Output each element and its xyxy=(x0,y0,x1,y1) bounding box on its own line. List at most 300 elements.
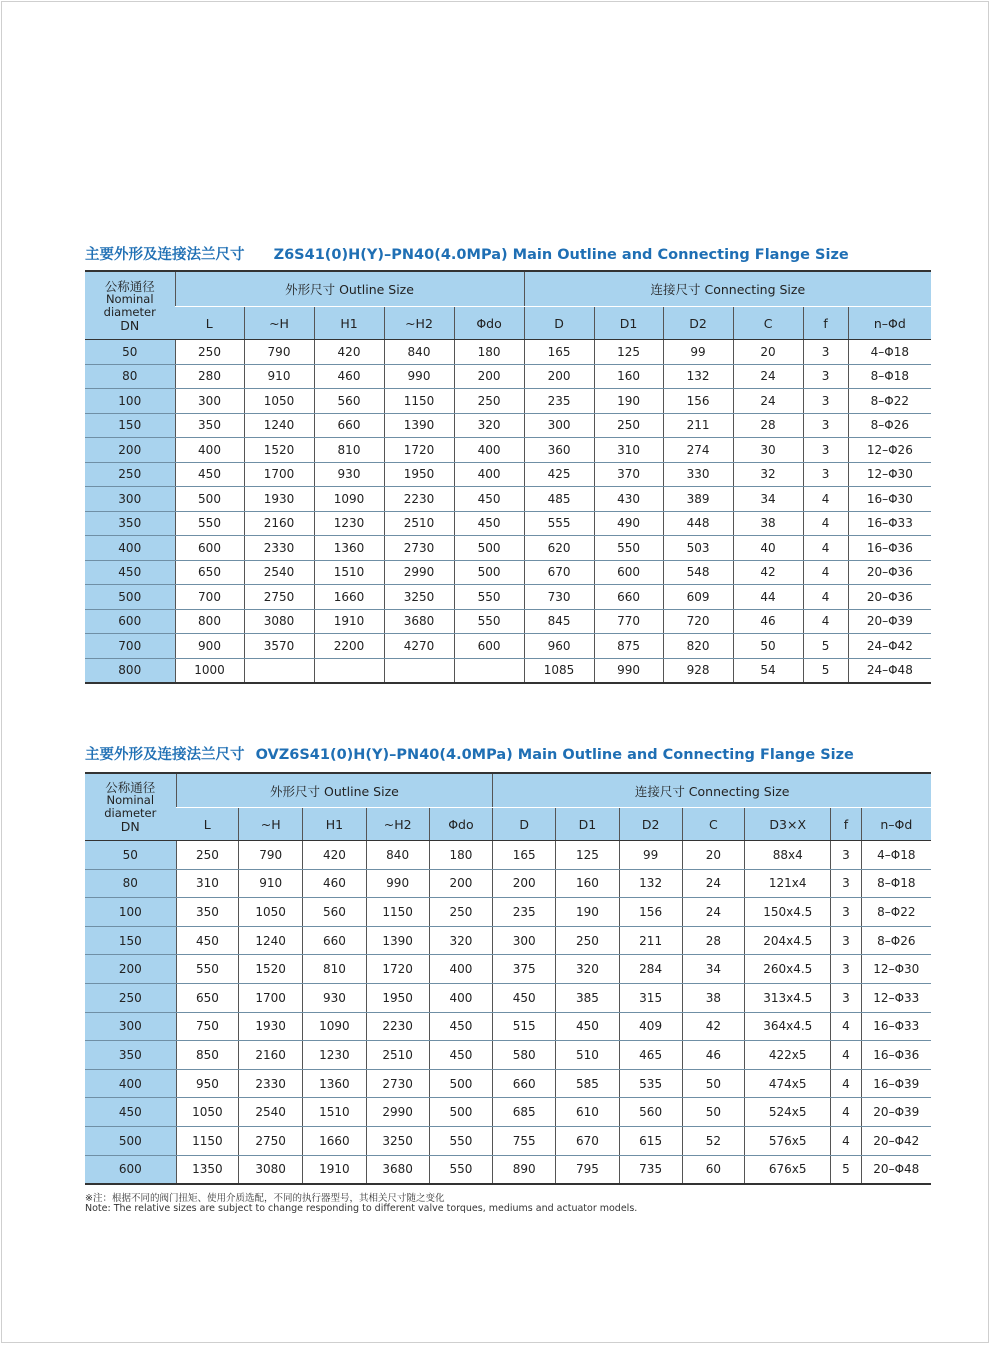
table-cell: 1230 xyxy=(314,511,384,536)
column-header: H1 xyxy=(314,307,384,340)
table-cell: 450 xyxy=(175,462,244,487)
column-header: ~H xyxy=(244,307,314,340)
table-cell: 99 xyxy=(619,841,682,870)
table-cell: 550 xyxy=(454,609,524,634)
table-cell: 20 xyxy=(733,340,803,365)
dn-cell: 100 xyxy=(85,389,175,414)
column-header: D xyxy=(493,808,556,841)
table2-title-en: OVZ6S41(0)H(Y)–PN40(4.0MPa) Main Outline and Connecting Flange Size xyxy=(255,747,854,763)
table-cell: 3 xyxy=(803,389,848,414)
table-cell: 300 xyxy=(493,926,556,955)
table-row xyxy=(85,1155,931,1184)
table-cell: 3080 xyxy=(239,1155,303,1184)
table-cell: 38 xyxy=(733,511,803,536)
table-cell: 235 xyxy=(524,389,594,414)
table-row xyxy=(85,1126,931,1155)
table-cell: 16–Φ39 xyxy=(861,1069,931,1098)
table-cell: 24 xyxy=(733,364,803,389)
table-cell: 364x4.5 xyxy=(745,1012,831,1041)
table-cell: 8–Φ18 xyxy=(861,869,931,898)
table-cell: 30 xyxy=(733,438,803,463)
table-cell: 260x4.5 xyxy=(745,955,831,984)
table-cell: 20–Φ36 xyxy=(848,585,931,610)
table2 xyxy=(85,772,931,1185)
table-row xyxy=(85,462,931,487)
table-cell: 4 xyxy=(831,1069,861,1098)
table-cell: 485 xyxy=(524,487,594,512)
column-header: Φdo xyxy=(429,808,493,841)
table-cell: 44 xyxy=(733,585,803,610)
table-cell: 600 xyxy=(454,634,524,659)
table-cell: 4 xyxy=(803,536,848,561)
table-cell: 990 xyxy=(366,869,429,898)
table-cell: 1240 xyxy=(244,413,314,438)
table-cell: 3 xyxy=(831,983,861,1012)
dn-cell: 350 xyxy=(85,1041,176,1070)
table-cell: 790 xyxy=(244,340,314,365)
column-header: n–Φd xyxy=(861,808,931,841)
table-cell: 4 xyxy=(831,1012,861,1041)
table-cell: 8–Φ26 xyxy=(848,413,931,438)
table-cell: 500 xyxy=(429,1098,493,1127)
table-cell: 420 xyxy=(314,340,384,365)
table-cell: 28 xyxy=(682,926,745,955)
table-row xyxy=(85,1098,931,1127)
table-cell: 420 xyxy=(303,841,367,870)
table-cell: 450 xyxy=(429,1012,493,1041)
table-cell: 450 xyxy=(454,511,524,536)
table-cell: 50 xyxy=(682,1098,745,1127)
table-cell: 1510 xyxy=(303,1098,367,1127)
table-cell: 3570 xyxy=(244,634,314,659)
table-cell: 250 xyxy=(176,841,239,870)
table-cell: 409 xyxy=(619,1012,682,1041)
table-cell: 1930 xyxy=(239,1012,303,1041)
table-cell: 500 xyxy=(429,1069,493,1098)
table-cell: 200 xyxy=(454,364,524,389)
dn-header-en-3: DN xyxy=(120,819,140,834)
table-cell: 310 xyxy=(176,869,239,898)
column-header: H1 xyxy=(303,808,367,841)
table-cell: 875 xyxy=(594,634,663,659)
dn-header-en-1: Nominal xyxy=(105,291,154,306)
table-cell: 165 xyxy=(524,340,594,365)
table-row xyxy=(85,511,931,536)
table2-title xyxy=(85,743,854,764)
table1-title xyxy=(85,243,849,264)
table-cell: 40 xyxy=(733,536,803,561)
table-cell: 550 xyxy=(594,536,663,561)
table-cell: 550 xyxy=(429,1155,493,1184)
table-cell: 550 xyxy=(454,585,524,610)
table-cell: 450 xyxy=(429,1041,493,1070)
table-cell: 1950 xyxy=(366,983,429,1012)
table-cell: 3080 xyxy=(244,609,314,634)
table-cell: 2330 xyxy=(244,536,314,561)
table-row xyxy=(85,955,931,984)
table-row xyxy=(85,1012,931,1041)
table-cell: 3 xyxy=(803,364,848,389)
table-cell: 160 xyxy=(556,869,620,898)
table-cell: 770 xyxy=(594,609,663,634)
table-cell: 16–Φ36 xyxy=(861,1041,931,1070)
table-cell: 820 xyxy=(663,634,733,659)
table-cell: 20–Φ39 xyxy=(848,609,931,634)
table-row xyxy=(85,413,931,438)
table-cell: 34 xyxy=(733,487,803,512)
dn-header xyxy=(85,271,175,340)
table-cell: 890 xyxy=(493,1155,556,1184)
table-cell: 4 xyxy=(803,585,848,610)
dn-cell: 250 xyxy=(85,462,175,487)
column-header: n–Φd xyxy=(848,307,931,340)
table-cell: 28 xyxy=(733,413,803,438)
dn-cell: 400 xyxy=(85,1069,176,1098)
table-cell: 450 xyxy=(454,487,524,512)
table-cell: 250 xyxy=(175,340,244,365)
table-cell: 12–Φ33 xyxy=(861,983,931,1012)
table-cell: 20 xyxy=(682,841,745,870)
table-cell: 660 xyxy=(493,1069,556,1098)
table1-title-en: Z6S41(0)H(Y)–PN40(4.0MPa) Main Outline and Connecting Flange Size xyxy=(273,247,849,263)
table1 xyxy=(85,270,931,684)
table-row xyxy=(85,609,931,634)
table-cell: 1150 xyxy=(366,898,429,927)
table-cell: 211 xyxy=(663,413,733,438)
dn-cell: 80 xyxy=(85,364,175,389)
table-cell: 1720 xyxy=(384,438,454,463)
dn-cell: 150 xyxy=(85,926,176,955)
table-cell: 755 xyxy=(493,1126,556,1155)
table-cell: 400 xyxy=(454,438,524,463)
table-cell xyxy=(244,658,314,683)
table-cell: 46 xyxy=(733,609,803,634)
table-cell: 235 xyxy=(493,898,556,927)
table-cell: 1930 xyxy=(244,487,314,512)
table-cell: 910 xyxy=(244,364,314,389)
table-cell: 180 xyxy=(454,340,524,365)
table-cell: 730 xyxy=(524,585,594,610)
table-cell: 160 xyxy=(594,364,663,389)
table-cell: 620 xyxy=(524,536,594,561)
table-cell: 735 xyxy=(619,1155,682,1184)
dn-cell: 450 xyxy=(85,1098,176,1127)
table-cell: 670 xyxy=(556,1126,620,1155)
table-cell: 960 xyxy=(524,634,594,659)
table-cell: 1910 xyxy=(314,609,384,634)
table-cell: 8–Φ18 xyxy=(848,364,931,389)
table-cell: 2990 xyxy=(384,560,454,585)
table-cell: 2730 xyxy=(366,1069,429,1098)
table-cell: 4270 xyxy=(384,634,454,659)
table-cell: 1950 xyxy=(384,462,454,487)
column-header: f xyxy=(803,307,848,340)
table-cell: 1700 xyxy=(239,983,303,1012)
table-cell: 490 xyxy=(594,511,663,536)
table-cell: 1390 xyxy=(384,413,454,438)
table-cell: 550 xyxy=(175,511,244,536)
table-cell: 1050 xyxy=(176,1098,239,1127)
table-cell: 4 xyxy=(803,511,848,536)
connecting-size-header: 连接尺寸 Connecting Size xyxy=(493,773,931,808)
table-cell: 250 xyxy=(556,926,620,955)
table-cell: 1230 xyxy=(303,1041,367,1070)
table-cell: 660 xyxy=(594,585,663,610)
column-header: D1 xyxy=(594,307,663,340)
table-cell: 4–Φ18 xyxy=(848,340,931,365)
dn-cell: 50 xyxy=(85,340,175,365)
table-cell: 200 xyxy=(493,869,556,898)
table-cell: 250 xyxy=(429,898,493,927)
table-cell: 274 xyxy=(663,438,733,463)
table-cell: 3 xyxy=(831,841,861,870)
table-row xyxy=(85,340,931,365)
table-cell: 200 xyxy=(429,869,493,898)
table-cell: 50 xyxy=(733,634,803,659)
table-cell: 1150 xyxy=(384,389,454,414)
table-cell: 810 xyxy=(314,438,384,463)
table-cell: 1090 xyxy=(303,1012,367,1041)
table-cell: 615 xyxy=(619,1126,682,1155)
table-cell: 284 xyxy=(619,955,682,984)
table-cell: 660 xyxy=(314,413,384,438)
table-cell: 910 xyxy=(239,869,303,898)
table-cell: 474x5 xyxy=(745,1069,831,1098)
table-cell: 156 xyxy=(663,389,733,414)
table-cell: 121x4 xyxy=(745,869,831,898)
table-cell: 156 xyxy=(619,898,682,927)
note-zh: ※注：根据不同的阀门扭矩、使用介质选配，不同的执行器型号，其相关尺寸随之变化 xyxy=(85,1193,445,1204)
dn-cell: 50 xyxy=(85,841,176,870)
table-cell: 24–Φ42 xyxy=(848,634,931,659)
dn-cell: 400 xyxy=(85,536,175,561)
dn-header-en-3: DN xyxy=(120,317,140,333)
table-cell: 790 xyxy=(239,841,303,870)
table-cell: 1350 xyxy=(176,1155,239,1184)
table-cell: 1000 xyxy=(175,658,244,683)
table-cell: 524x5 xyxy=(745,1098,831,1127)
dn-cell: 600 xyxy=(85,1155,176,1184)
column-header: D2 xyxy=(619,808,682,841)
table-cell: 320 xyxy=(429,926,493,955)
dn-cell: 200 xyxy=(85,438,175,463)
table-cell: 99 xyxy=(663,340,733,365)
column-header: L xyxy=(175,307,244,340)
table-cell: 5 xyxy=(803,634,848,659)
table-cell: 840 xyxy=(366,841,429,870)
table-cell: 150x4.5 xyxy=(745,898,831,927)
table-row xyxy=(85,1069,931,1098)
table-cell: 4 xyxy=(803,487,848,512)
table-cell: 400 xyxy=(429,955,493,984)
table-cell: 24 xyxy=(682,869,745,898)
table-cell: 3 xyxy=(831,898,861,927)
column-header: D2 xyxy=(663,307,733,340)
table-cell xyxy=(384,658,454,683)
table-cell: 46 xyxy=(682,1041,745,1070)
table-cell: 840 xyxy=(384,340,454,365)
table-cell: 930 xyxy=(314,462,384,487)
table-cell: 385 xyxy=(556,983,620,1012)
table-cell: 2750 xyxy=(244,585,314,610)
table-cell: 990 xyxy=(594,658,663,683)
table-cell: 4 xyxy=(831,1041,861,1070)
dn-cell: 80 xyxy=(85,869,176,898)
table-cell: 320 xyxy=(556,955,620,984)
note-en: Note: The relative sizes are subject to change responding to different valve torques, mediums and actuator models. xyxy=(85,1203,638,1214)
table-cell: 3 xyxy=(831,955,861,984)
table-cell: 650 xyxy=(175,560,244,585)
table-cell: 4 xyxy=(831,1126,861,1155)
dn-cell: 350 xyxy=(85,511,175,536)
table-cell: 660 xyxy=(303,926,367,955)
table-cell: 580 xyxy=(493,1041,556,1070)
table-cell: 550 xyxy=(176,955,239,984)
table-cell: 465 xyxy=(619,1041,682,1070)
table-cell: 850 xyxy=(176,1041,239,1070)
table1-title-zh: 主要外形及连接法兰尺寸 xyxy=(85,247,245,263)
table-cell: 12–Φ30 xyxy=(861,955,931,984)
table-cell: 1050 xyxy=(239,898,303,927)
table-cell: 3 xyxy=(803,438,848,463)
table-cell: 720 xyxy=(663,609,733,634)
table-cell: 20–Φ42 xyxy=(861,1126,931,1155)
table-cell: 3250 xyxy=(384,585,454,610)
table-row xyxy=(85,585,931,610)
table-cell: 132 xyxy=(619,869,682,898)
table-cell: 460 xyxy=(303,869,367,898)
dn-cell: 250 xyxy=(85,983,176,1012)
column-header: ~H2 xyxy=(384,307,454,340)
table-cell: 2160 xyxy=(244,511,314,536)
table-cell: 500 xyxy=(454,536,524,561)
table-cell: 500 xyxy=(175,487,244,512)
table-cell: 3 xyxy=(831,926,861,955)
table-cell: 8–Φ26 xyxy=(861,926,931,955)
table-cell: 125 xyxy=(556,841,620,870)
table-cell: 685 xyxy=(493,1098,556,1127)
table-cell: 5 xyxy=(831,1155,861,1184)
table-cell: 12–Φ30 xyxy=(848,462,931,487)
table-cell: 250 xyxy=(594,413,663,438)
table-cell: 38 xyxy=(682,983,745,1012)
table-cell: 2750 xyxy=(239,1126,303,1155)
table-cell: 560 xyxy=(619,1098,682,1127)
table-cell: 4–Φ18 xyxy=(861,841,931,870)
table-cell: 300 xyxy=(524,413,594,438)
table-cell: 450 xyxy=(556,1012,620,1041)
table-cell: 330 xyxy=(663,462,733,487)
table-cell: 1700 xyxy=(244,462,314,487)
table-cell: 190 xyxy=(556,898,620,927)
table-cell: 1090 xyxy=(314,487,384,512)
connecting-size-header: 连接尺寸 Connecting Size xyxy=(524,271,931,307)
table-row xyxy=(85,364,931,389)
table-row xyxy=(85,898,931,927)
table-cell: 700 xyxy=(175,585,244,610)
table-cell: 42 xyxy=(682,1012,745,1041)
table-cell: 4 xyxy=(803,560,848,585)
table-cell: 555 xyxy=(524,511,594,536)
table-cell: 20–Φ48 xyxy=(861,1155,931,1184)
table-cell: 1910 xyxy=(303,1155,367,1184)
table-cell: 1660 xyxy=(303,1126,367,1155)
table-cell: 24–Φ48 xyxy=(848,658,931,683)
table-cell: 20–Φ39 xyxy=(861,1098,931,1127)
table-cell: 400 xyxy=(429,983,493,1012)
table-cell: 310 xyxy=(594,438,663,463)
table-cell: 16–Φ33 xyxy=(861,1012,931,1041)
table-cell: 34 xyxy=(682,955,745,984)
table-cell: 2330 xyxy=(239,1069,303,1098)
dn-cell: 700 xyxy=(85,634,175,659)
table-cell: 16–Φ30 xyxy=(848,487,931,512)
table-cell: 810 xyxy=(303,955,367,984)
table-cell: 165 xyxy=(493,841,556,870)
table-cell: 3680 xyxy=(384,609,454,634)
table-cell: 32 xyxy=(733,462,803,487)
column-header: f xyxy=(831,808,861,841)
table-cell: 200 xyxy=(524,364,594,389)
column-header: D3×X xyxy=(745,808,831,841)
column-header: ~H xyxy=(239,808,303,841)
table-cell: 1660 xyxy=(314,585,384,610)
table-row xyxy=(85,634,931,659)
table-cell: 16–Φ36 xyxy=(848,536,931,561)
table-cell: 930 xyxy=(303,983,367,1012)
table-cell: 800 xyxy=(175,609,244,634)
table-cell: 548 xyxy=(663,560,733,585)
table-cell: 3 xyxy=(803,462,848,487)
table-cell: 320 xyxy=(454,413,524,438)
table-cell: 676x5 xyxy=(745,1155,831,1184)
column-header: C xyxy=(682,808,745,841)
table-cell: 1390 xyxy=(366,926,429,955)
table-cell: 24 xyxy=(733,389,803,414)
table-cell: 211 xyxy=(619,926,682,955)
table-cell: 400 xyxy=(454,462,524,487)
table-cell: 204x4.5 xyxy=(745,926,831,955)
table-row xyxy=(85,560,931,585)
dn-cell: 200 xyxy=(85,955,176,984)
table-cell: 1240 xyxy=(239,926,303,955)
table-cell: 795 xyxy=(556,1155,620,1184)
table-cell: 350 xyxy=(175,413,244,438)
table-cell: 2540 xyxy=(244,560,314,585)
outline-size-header: 外形尺寸 Outline Size xyxy=(176,773,493,808)
table-cell: 600 xyxy=(594,560,663,585)
table-cell: 315 xyxy=(619,983,682,1012)
table-cell: 2200 xyxy=(314,634,384,659)
table-cell: 510 xyxy=(556,1041,620,1070)
table-cell: 250 xyxy=(454,389,524,414)
table-cell: 609 xyxy=(663,585,733,610)
table-cell: 450 xyxy=(493,983,556,1012)
table-cell: 600 xyxy=(175,536,244,561)
table-cell: 125 xyxy=(594,340,663,365)
table-cell: 500 xyxy=(454,560,524,585)
table-cell: 132 xyxy=(663,364,733,389)
table-cell: 2510 xyxy=(384,511,454,536)
table-cell: 24 xyxy=(682,898,745,927)
table-cell: 360 xyxy=(524,438,594,463)
table-cell: 2230 xyxy=(366,1012,429,1041)
column-header: Φdo xyxy=(454,307,524,340)
table-row xyxy=(85,389,931,414)
dn-header xyxy=(85,773,176,841)
table-cell: 1520 xyxy=(239,955,303,984)
table-cell: 450 xyxy=(176,926,239,955)
